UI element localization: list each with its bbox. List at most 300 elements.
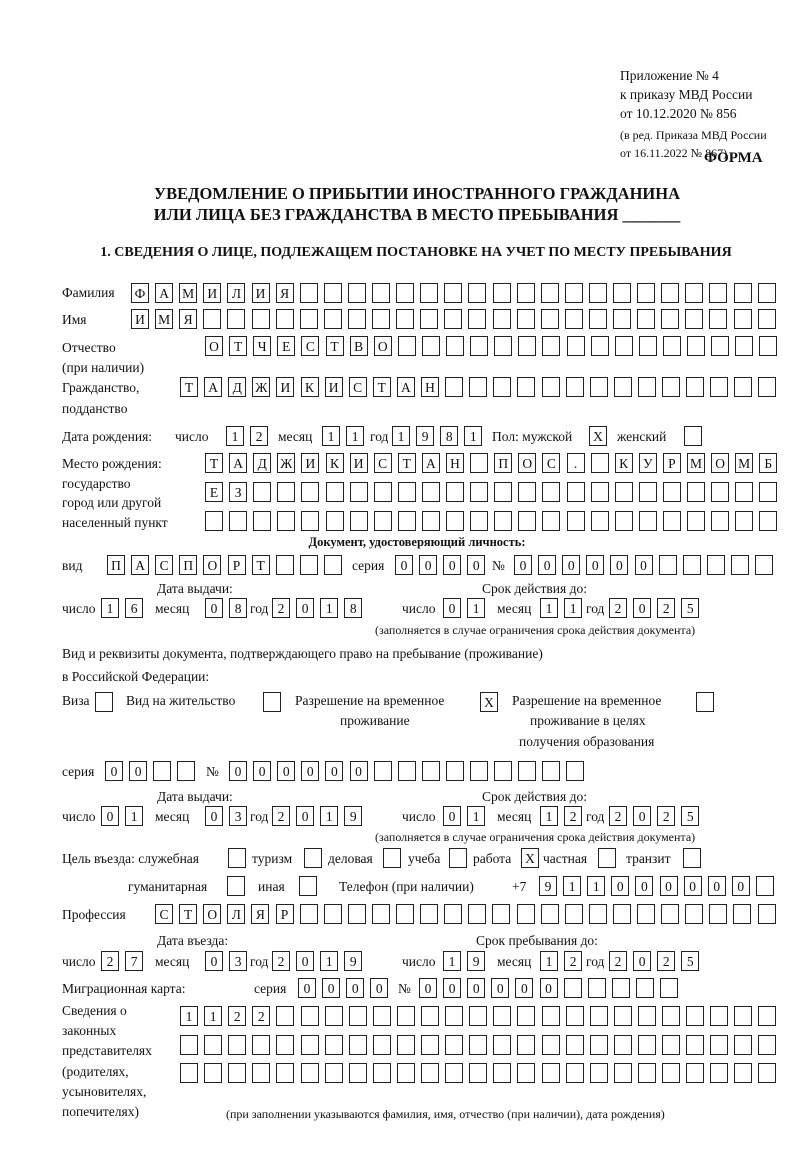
char-box[interactable]: 1 xyxy=(320,806,338,826)
char-box[interactable] xyxy=(663,482,681,502)
char-box[interactable] xyxy=(397,1063,415,1083)
char-box[interactable]: 9 xyxy=(467,951,485,971)
char-box[interactable]: 0 xyxy=(514,555,532,575)
char-box[interactable]: Ж xyxy=(277,453,295,473)
char-box[interactable]: 2 xyxy=(272,951,290,971)
char-box[interactable]: 0 xyxy=(419,978,437,998)
char-box[interactable] xyxy=(372,283,390,303)
char-box[interactable] xyxy=(759,511,777,531)
char-box[interactable]: 0 xyxy=(467,555,485,575)
char-box[interactable] xyxy=(153,761,171,781)
char-box[interactable]: 0 xyxy=(562,555,580,575)
char-box[interactable]: М xyxy=(155,309,173,329)
char-box[interactable] xyxy=(446,511,464,531)
char-box[interactable] xyxy=(686,1006,704,1026)
char-box[interactable]: Н xyxy=(421,377,439,397)
char-box[interactable] xyxy=(444,904,462,924)
char-box[interactable] xyxy=(348,309,366,329)
char-box[interactable]: О xyxy=(374,336,392,356)
char-box[interactable] xyxy=(396,309,414,329)
char-box[interactable] xyxy=(567,336,585,356)
char-box[interactable] xyxy=(492,904,510,924)
char-box[interactable] xyxy=(614,1006,632,1026)
char-box[interactable] xyxy=(541,904,559,924)
char-box[interactable]: Е xyxy=(205,482,223,502)
char-box[interactable]: 1 xyxy=(564,598,582,618)
char-box[interactable]: 0 xyxy=(253,761,271,781)
char-box[interactable] xyxy=(709,283,727,303)
char-box[interactable] xyxy=(421,1063,439,1083)
char-box[interactable] xyxy=(683,555,701,575)
char-box[interactable] xyxy=(228,1063,246,1083)
char-box[interactable]: У xyxy=(639,453,657,473)
char-box[interactable]: 1 xyxy=(540,598,558,618)
char-box[interactable] xyxy=(494,761,512,781)
char-box[interactable]: Ч xyxy=(253,336,271,356)
char-box[interactable] xyxy=(420,904,438,924)
char-box[interactable] xyxy=(276,1063,294,1083)
char-box[interactable] xyxy=(398,336,416,356)
char-box[interactable]: 0 xyxy=(301,761,319,781)
char-box[interactable]: 0 xyxy=(350,761,368,781)
char-box[interactable] xyxy=(710,1063,728,1083)
char-box[interactable]: 2 xyxy=(609,951,627,971)
char-box[interactable]: 0 xyxy=(205,598,223,618)
char-box[interactable]: З xyxy=(229,482,247,502)
char-box[interactable] xyxy=(758,1006,776,1026)
char-box[interactable]: 9 xyxy=(344,951,362,971)
char-box[interactable]: 0 xyxy=(105,761,123,781)
char-box[interactable]: 0 xyxy=(633,806,651,826)
char-box[interactable] xyxy=(687,511,705,531)
char-box[interactable] xyxy=(468,904,486,924)
char-box[interactable]: 0 xyxy=(708,876,726,896)
char-box[interactable]: К xyxy=(301,377,319,397)
char-box[interactable] xyxy=(229,511,247,531)
char-box[interactable]: 1 xyxy=(587,876,605,896)
char-box[interactable] xyxy=(734,377,752,397)
char-box[interactable] xyxy=(252,1063,270,1083)
char-box[interactable] xyxy=(613,309,631,329)
char-box[interactable]: 2 xyxy=(564,806,582,826)
char-box[interactable] xyxy=(661,283,679,303)
char-box[interactable]: 0 xyxy=(611,876,629,896)
char-box[interactable] xyxy=(615,511,633,531)
char-box[interactable] xyxy=(734,1063,752,1083)
char-box[interactable]: 0 xyxy=(101,806,119,826)
char-box[interactable]: А xyxy=(422,453,440,473)
char-box[interactable] xyxy=(470,453,488,473)
char-box[interactable]: С xyxy=(155,555,173,575)
char-box[interactable]: Т xyxy=(179,904,197,924)
char-box[interactable] xyxy=(180,1063,198,1083)
char-box[interactable] xyxy=(566,761,584,781)
char-box[interactable] xyxy=(276,309,294,329)
checkbox[interactable] xyxy=(95,692,113,712)
char-box[interactable] xyxy=(758,309,776,329)
char-box[interactable] xyxy=(685,283,703,303)
char-box[interactable]: 1 xyxy=(180,1006,198,1026)
char-box[interactable] xyxy=(396,283,414,303)
char-box[interactable]: И xyxy=(301,453,319,473)
char-box[interactable] xyxy=(470,336,488,356)
char-box[interactable] xyxy=(663,511,681,531)
checkbox[interactable]: X xyxy=(480,692,498,712)
char-box[interactable]: И xyxy=(325,377,343,397)
char-box[interactable] xyxy=(565,904,583,924)
char-box[interactable] xyxy=(638,1006,656,1026)
char-box[interactable] xyxy=(759,336,777,356)
char-box[interactable]: И xyxy=(203,283,221,303)
checkbox[interactable] xyxy=(299,876,317,896)
char-box[interactable]: О xyxy=(205,336,223,356)
char-box[interactable] xyxy=(374,511,392,531)
char-box[interactable] xyxy=(252,309,270,329)
char-box[interactable] xyxy=(468,309,486,329)
char-box[interactable] xyxy=(493,377,511,397)
char-box[interactable] xyxy=(493,309,511,329)
char-box[interactable]: 2 xyxy=(250,426,268,446)
char-box[interactable] xyxy=(348,283,366,303)
checkbox[interactable] xyxy=(227,876,245,896)
char-box[interactable] xyxy=(662,1063,680,1083)
char-box[interactable] xyxy=(659,555,677,575)
char-box[interactable] xyxy=(638,1063,656,1083)
char-box[interactable]: 1 xyxy=(204,1006,222,1026)
char-box[interactable] xyxy=(565,283,583,303)
char-box[interactable]: 1 xyxy=(467,598,485,618)
char-box[interactable] xyxy=(542,377,560,397)
char-box[interactable]: К xyxy=(326,453,344,473)
char-box[interactable]: 2 xyxy=(657,598,675,618)
char-box[interactable] xyxy=(277,482,295,502)
char-box[interactable] xyxy=(444,309,462,329)
char-box[interactable] xyxy=(614,1063,632,1083)
char-box[interactable] xyxy=(422,336,440,356)
char-box[interactable] xyxy=(445,1035,463,1055)
char-box[interactable] xyxy=(686,1063,704,1083)
char-box[interactable] xyxy=(615,482,633,502)
char-box[interactable] xyxy=(518,511,536,531)
char-box[interactable]: 0 xyxy=(540,978,558,998)
char-box[interactable]: С xyxy=(374,453,392,473)
char-box[interactable] xyxy=(638,1035,656,1055)
char-box[interactable] xyxy=(397,1006,415,1026)
char-box[interactable] xyxy=(253,511,271,531)
char-box[interactable]: 0 xyxy=(298,978,316,998)
char-box[interactable]: 0 xyxy=(684,876,702,896)
char-box[interactable] xyxy=(325,1063,343,1083)
char-box[interactable] xyxy=(421,1035,439,1055)
char-box[interactable]: 5 xyxy=(681,598,699,618)
char-box[interactable] xyxy=(707,555,725,575)
char-box[interactable] xyxy=(493,283,511,303)
char-box[interactable] xyxy=(398,511,416,531)
char-box[interactable] xyxy=(420,309,438,329)
char-box[interactable]: . xyxy=(567,453,585,473)
char-box[interactable] xyxy=(662,1035,680,1055)
checkbox[interactable] xyxy=(683,848,701,868)
checkbox[interactable] xyxy=(598,848,616,868)
char-box[interactable]: 1 xyxy=(540,806,558,826)
char-box[interactable]: 0 xyxy=(296,598,314,618)
char-box[interactable] xyxy=(228,1035,246,1055)
char-box[interactable]: И xyxy=(252,283,270,303)
char-box[interactable] xyxy=(758,904,776,924)
char-box[interactable]: И xyxy=(350,453,368,473)
char-box[interactable] xyxy=(493,1006,511,1026)
char-box[interactable] xyxy=(301,1063,319,1083)
char-box[interactable]: 9 xyxy=(539,876,557,896)
char-box[interactable] xyxy=(734,1035,752,1055)
char-box[interactable] xyxy=(565,309,583,329)
char-box[interactable] xyxy=(591,482,609,502)
char-box[interactable] xyxy=(615,336,633,356)
char-box[interactable] xyxy=(493,1035,511,1055)
checkbox[interactable] xyxy=(383,848,401,868)
char-box[interactable] xyxy=(758,1035,776,1055)
char-box[interactable]: 1 xyxy=(320,598,338,618)
char-box[interactable]: 1 xyxy=(101,598,119,618)
char-box[interactable] xyxy=(518,336,536,356)
char-box[interactable]: О xyxy=(518,453,536,473)
char-box[interactable]: 2 xyxy=(272,806,290,826)
char-box[interactable] xyxy=(300,904,318,924)
char-box[interactable]: О xyxy=(203,555,221,575)
char-box[interactable] xyxy=(445,1063,463,1083)
char-box[interactable]: 0 xyxy=(515,978,533,998)
char-box[interactable]: 3 xyxy=(229,951,247,971)
char-box[interactable] xyxy=(396,904,414,924)
char-box[interactable]: 2 xyxy=(272,598,290,618)
char-box[interactable] xyxy=(639,482,657,502)
char-box[interactable]: А xyxy=(204,377,222,397)
char-box[interactable] xyxy=(711,482,729,502)
char-box[interactable] xyxy=(734,283,752,303)
char-box[interactable] xyxy=(204,1035,222,1055)
char-box[interactable] xyxy=(613,904,631,924)
char-box[interactable] xyxy=(420,283,438,303)
char-box[interactable]: 1 xyxy=(226,426,244,446)
char-box[interactable] xyxy=(469,1063,487,1083)
char-box[interactable]: Я xyxy=(276,283,294,303)
char-box[interactable] xyxy=(324,309,342,329)
char-box[interactable] xyxy=(711,336,729,356)
char-box[interactable] xyxy=(177,761,195,781)
char-box[interactable]: 2 xyxy=(657,806,675,826)
char-box[interactable] xyxy=(588,978,606,998)
char-box[interactable] xyxy=(373,1006,391,1026)
char-box[interactable] xyxy=(276,1006,294,1026)
char-box[interactable]: 0 xyxy=(229,761,247,781)
char-box[interactable] xyxy=(444,283,462,303)
char-box[interactable]: 0 xyxy=(296,951,314,971)
char-box[interactable] xyxy=(494,482,512,502)
char-box[interactable]: С xyxy=(349,377,367,397)
char-box[interactable]: 0 xyxy=(419,555,437,575)
char-box[interactable] xyxy=(734,1006,752,1026)
char-box[interactable] xyxy=(686,1035,704,1055)
char-box[interactable] xyxy=(518,761,536,781)
char-box[interactable] xyxy=(276,1035,294,1055)
char-box[interactable] xyxy=(589,309,607,329)
char-box[interactable]: Л xyxy=(227,283,245,303)
char-box[interactable]: 0 xyxy=(491,978,509,998)
char-box[interactable]: Н xyxy=(446,453,464,473)
char-box[interactable] xyxy=(326,482,344,502)
char-box[interactable]: И xyxy=(131,309,149,329)
char-box[interactable] xyxy=(374,482,392,502)
char-box[interactable] xyxy=(446,761,464,781)
char-box[interactable]: 9 xyxy=(344,806,362,826)
char-box[interactable] xyxy=(422,761,440,781)
char-box[interactable] xyxy=(350,511,368,531)
char-box[interactable]: 0 xyxy=(610,555,628,575)
char-box[interactable] xyxy=(300,555,318,575)
char-box[interactable] xyxy=(494,511,512,531)
char-box[interactable] xyxy=(711,511,729,531)
char-box[interactable]: 0 xyxy=(325,761,343,781)
char-box[interactable] xyxy=(637,283,655,303)
char-box[interactable]: 0 xyxy=(633,598,651,618)
char-box[interactable] xyxy=(203,309,221,329)
char-box[interactable]: Ф xyxy=(131,283,149,303)
char-box[interactable] xyxy=(422,482,440,502)
char-box[interactable] xyxy=(517,1063,535,1083)
char-box[interactable] xyxy=(637,904,655,924)
char-box[interactable] xyxy=(639,336,657,356)
char-box[interactable] xyxy=(661,904,679,924)
char-box[interactable] xyxy=(517,283,535,303)
char-box[interactable] xyxy=(735,511,753,531)
char-box[interactable] xyxy=(542,761,560,781)
char-box[interactable] xyxy=(493,1063,511,1083)
char-box[interactable] xyxy=(758,1063,776,1083)
char-box[interactable]: М xyxy=(735,453,753,473)
char-box[interactable] xyxy=(398,482,416,502)
char-box[interactable] xyxy=(421,1006,439,1026)
char-box[interactable] xyxy=(541,283,559,303)
char-box[interactable]: Я xyxy=(179,309,197,329)
char-box[interactable] xyxy=(731,555,749,575)
char-box[interactable] xyxy=(614,1035,632,1055)
char-box[interactable]: 1 xyxy=(125,806,143,826)
char-box[interactable]: О xyxy=(203,904,221,924)
char-box[interactable]: С xyxy=(542,453,560,473)
char-box[interactable]: 0 xyxy=(586,555,604,575)
char-box[interactable] xyxy=(517,1035,535,1055)
char-box[interactable] xyxy=(301,1006,319,1026)
char-box[interactable] xyxy=(349,1063,367,1083)
char-box[interactable]: 0 xyxy=(346,978,364,998)
char-box[interactable] xyxy=(638,377,656,397)
char-box[interactable] xyxy=(710,1006,728,1026)
char-box[interactable] xyxy=(614,377,632,397)
char-box[interactable] xyxy=(517,309,535,329)
char-box[interactable]: В xyxy=(350,336,368,356)
char-box[interactable] xyxy=(759,482,777,502)
char-box[interactable] xyxy=(542,336,560,356)
checkbox[interactable] xyxy=(684,426,702,446)
char-box[interactable]: 5 xyxy=(681,951,699,971)
char-box[interactable]: 2 xyxy=(228,1006,246,1026)
char-box[interactable] xyxy=(591,336,609,356)
char-box[interactable]: 9 xyxy=(416,426,434,446)
char-box[interactable]: А xyxy=(397,377,415,397)
char-box[interactable]: Б xyxy=(759,453,777,473)
char-box[interactable] xyxy=(541,309,559,329)
char-box[interactable]: Р xyxy=(228,555,246,575)
char-box[interactable]: 1 xyxy=(563,876,581,896)
char-box[interactable]: Д xyxy=(253,453,271,473)
char-box[interactable] xyxy=(470,482,488,502)
char-box[interactable]: 0 xyxy=(322,978,340,998)
char-box[interactable] xyxy=(469,1006,487,1026)
char-box[interactable]: Е xyxy=(277,336,295,356)
char-box[interactable] xyxy=(372,309,390,329)
char-box[interactable]: Т xyxy=(373,377,391,397)
char-box[interactable]: А xyxy=(229,453,247,473)
char-box[interactable]: С xyxy=(155,904,173,924)
char-box[interactable]: 1 xyxy=(346,426,364,446)
char-box[interactable]: 3 xyxy=(229,806,247,826)
char-box[interactable]: 1 xyxy=(392,426,410,446)
char-box[interactable] xyxy=(205,511,223,531)
char-box[interactable] xyxy=(350,482,368,502)
checkbox[interactable] xyxy=(304,848,322,868)
char-box[interactable]: 0 xyxy=(205,806,223,826)
char-box[interactable]: Ж xyxy=(252,377,270,397)
char-box[interactable]: 0 xyxy=(635,876,653,896)
char-box[interactable]: 0 xyxy=(732,876,750,896)
char-box[interactable]: 8 xyxy=(229,598,247,618)
char-box[interactable]: 0 xyxy=(443,598,461,618)
char-box[interactable]: 2 xyxy=(564,951,582,971)
char-box[interactable]: 0 xyxy=(633,951,651,971)
char-box[interactable] xyxy=(300,283,318,303)
char-box[interactable] xyxy=(397,1035,415,1055)
char-box[interactable]: 5 xyxy=(681,806,699,826)
checkbox[interactable] xyxy=(228,848,246,868)
char-box[interactable] xyxy=(253,482,271,502)
char-box[interactable] xyxy=(735,482,753,502)
char-box[interactable]: А xyxy=(131,555,149,575)
char-box[interactable]: П xyxy=(107,555,125,575)
char-box[interactable] xyxy=(324,904,342,924)
char-box[interactable] xyxy=(567,482,585,502)
char-box[interactable]: М xyxy=(179,283,197,303)
char-box[interactable] xyxy=(758,377,776,397)
char-box[interactable] xyxy=(613,283,631,303)
char-box[interactable]: 0 xyxy=(205,951,223,971)
char-box[interactable]: 0 xyxy=(296,806,314,826)
char-box[interactable]: 0 xyxy=(395,555,413,575)
char-box[interactable] xyxy=(180,1035,198,1055)
char-box[interactable]: Л xyxy=(227,904,245,924)
char-box[interactable] xyxy=(468,283,486,303)
char-box[interactable] xyxy=(591,511,609,531)
char-box[interactable]: 0 xyxy=(370,978,388,998)
char-box[interactable]: Т xyxy=(252,555,270,575)
char-box[interactable] xyxy=(494,336,512,356)
char-box[interactable] xyxy=(373,1063,391,1083)
char-box[interactable] xyxy=(660,978,678,998)
char-box[interactable] xyxy=(686,377,704,397)
char-box[interactable]: Т xyxy=(398,453,416,473)
char-box[interactable] xyxy=(758,283,776,303)
char-box[interactable] xyxy=(662,1006,680,1026)
char-box[interactable]: 8 xyxy=(344,598,362,618)
